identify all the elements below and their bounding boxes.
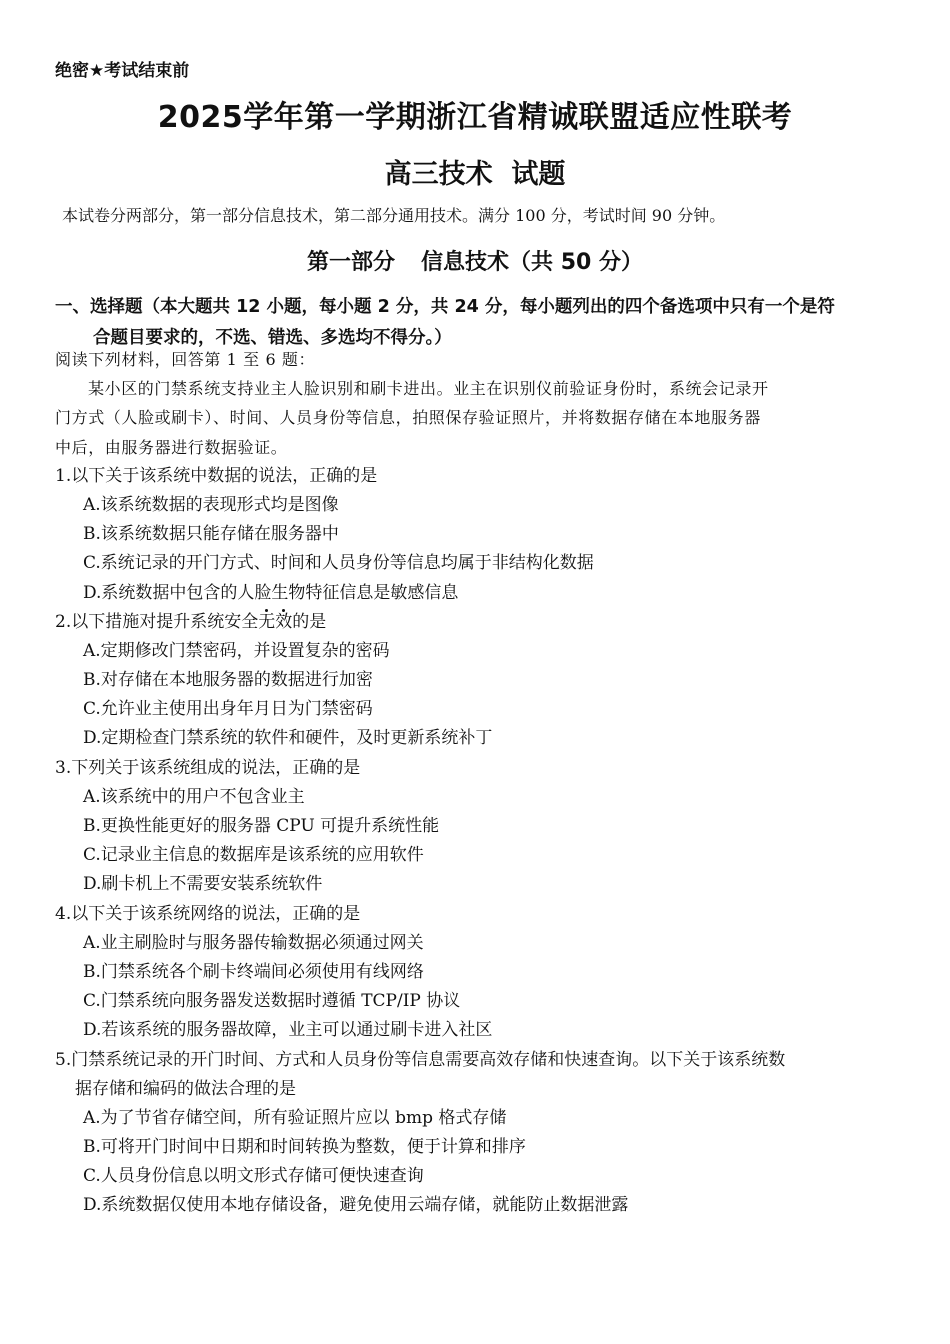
exam-body: [55, 345, 915, 1221]
question-option: D.系统数据仅使用本地存储设备，避免使用云端存储，就能防止数据泄露: [83, 1195, 629, 1216]
exam-intro: 本试卷分两部分，第一部分信息技术，第二部分通用技术。满分 100 分，考试时间 90 分钟。: [62, 206, 726, 225]
question-option: D.定期检查门禁系统的软件和硬件，及时更新系统补丁: [83, 728, 493, 749]
question-option: B.更换性能更好的服务器 CPU 可提升系统性能: [83, 816, 440, 836]
exam-subtitle: 高三技术 试题: [384, 159, 566, 190]
emphasized-char: 效: [275, 611, 293, 632]
question-option: A.该系统数据的表现形式均是图像: [83, 494, 339, 515]
exam-title: 2025学年第一学期浙江省精诚联盟适应性联考: [157, 100, 793, 135]
question-option: D.系统数据中包含的人脸生物特征信息是敏感信息: [83, 582, 459, 603]
question-3: [55, 754, 915, 900]
question-1: [55, 462, 915, 608]
question-stem: 3.下列关于该系统组成的说法，正确的是: [55, 757, 361, 778]
question-4: [55, 900, 915, 1046]
material-line: 某小区的门禁系统支持业主人脸识别和刷卡进出。业主在识别仪前验证身份时，系统会记录开: [88, 379, 769, 399]
question-stem-continued: 据存储和编码的做法合理的是: [75, 1078, 296, 1099]
material-line: 中后，由服务器进行数据验证。: [55, 437, 288, 457]
question-option: A.该系统中的用户不包含业主: [83, 786, 305, 807]
question-option: C.允许业主使用出身年月日为门禁密码: [83, 699, 373, 720]
question-2: [55, 608, 915, 754]
question-option: A.定期修改门禁密码，并设置复杂的密码: [83, 640, 390, 661]
question-option: C.系统记录的开门方式、时间和人员身份等信息均属于非结构化数据: [83, 553, 594, 574]
reading-material: [55, 345, 915, 462]
question-option: A.业主刷脸时与服务器传输数据必须通过网关: [83, 932, 424, 953]
question-option: B.门禁系统各个刷卡终端间必须使用有线网络: [83, 961, 424, 982]
question-option: C.人员身份信息以明文形式存储可便快速查询: [83, 1166, 424, 1187]
confidential-label: 绝密★考试结束前: [55, 61, 190, 81]
section-title: 信息技术（共 50 分）: [421, 250, 643, 275]
question-option: D.刷卡机上不需要安装系统软件: [83, 874, 323, 895]
question-5: [55, 1046, 915, 1221]
question-option: B.该系统数据只能存储在服务器中: [83, 524, 339, 545]
material-lead: 阅读下列材料，回答第 1 至 6 题：: [55, 350, 316, 369]
question-option: C.门禁系统向服务器发送数据时遵循 TCP/IP 协议: [83, 991, 461, 1012]
stem-text: 2.以下措施对提升系统安全: [55, 611, 259, 632]
question-option: A.为了节省存储空间，所有验证照片应以 bmp 格式存储: [83, 1107, 507, 1128]
section-name: 第一部分: [307, 250, 396, 275]
emphasized-char: 无: [258, 611, 276, 632]
stem-text: 的是: [292, 611, 327, 632]
question-type-line-1: 一、选择题（本大题共 12 小题，每小题 2 分，共 24 分，每小题列出的四个备选项中只有一个是符: [55, 297, 835, 317]
section-heading: [0, 245, 950, 276]
question-option: D.若该系统的服务器故障，业主可以通过刷卡进入社区: [83, 1020, 493, 1041]
question-stem: 5.门禁系统记录的开门时间、方式和人员身份等信息需要高效存储和快速查询。以下关于该系统数: [55, 1049, 786, 1070]
question-stem: 1.以下关于该系统中数据的说法，正确的是: [55, 465, 378, 486]
material-line: 门方式（人脸或刷卡）、时间、人员身份等信息，拍照保存验证照片，并将数据存储在本地服务器: [55, 408, 761, 428]
question-option: C.记录业主信息的数据库是该系统的应用软件: [83, 845, 424, 866]
question-type-line-2: 合题目要求的，不选、错选、多选均不得分。）: [93, 328, 452, 348]
question-stem: [55, 608, 915, 637]
question-stem: 4.以下关于该系统网络的说法，正确的是: [55, 903, 361, 924]
question-option: B.可将开门时间中日期和时间转换为整数，便于计算和排序: [83, 1137, 526, 1158]
question-option: B.对存储在本地服务器的数据进行加密: [83, 670, 373, 691]
